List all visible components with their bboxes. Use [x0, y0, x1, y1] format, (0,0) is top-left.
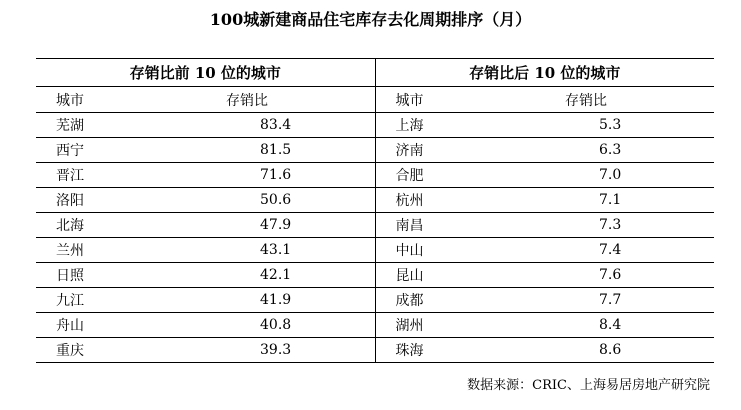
bottom-ratio-column-header: 存销比	[545, 87, 714, 113]
bottom-city-cell: 昆山	[375, 263, 545, 288]
bottom-ratio-cell: 7.3	[545, 213, 714, 238]
table-row	[36, 313, 714, 338]
table-row	[36, 263, 714, 288]
bottom-ratio-cell: 7.0	[545, 163, 714, 188]
bottom-city-cell: 珠海	[395, 343, 424, 359]
table-row	[36, 138, 714, 163]
table-row	[36, 238, 714, 263]
bottom-ratio-cell: 6.3	[545, 138, 714, 163]
top-ratio-cell: 42.1	[206, 263, 375, 288]
top-city-cell: 晋江	[36, 163, 206, 188]
bottom-city-cell: 上海	[375, 113, 545, 138]
top-city-column-header: 城市	[36, 87, 206, 113]
top-city-cell: 重庆	[56, 343, 84, 359]
bottom-ratio-cell: 7.6	[545, 263, 714, 288]
top-ratio-cell: 83.4	[206, 113, 375, 138]
table-body	[36, 113, 714, 363]
top-ratio-cell: 50.6	[206, 188, 375, 213]
top-ratio-cell: 43.1	[206, 238, 375, 263]
bottom-ratio-cell: 8.6	[599, 342, 622, 358]
table-row	[36, 338, 714, 363]
bottom-city-cell: 杭州	[375, 188, 545, 213]
bottom-city-cell: 中山	[375, 238, 545, 263]
top-ratio-cell: 39.3	[206, 338, 375, 363]
top-ratio-cell: 81.5	[206, 138, 375, 163]
bottom-city-cell: 合肥	[375, 163, 545, 188]
bottom-ratio-cell: 5.3	[545, 113, 714, 138]
top-city-cell: 舟山	[36, 313, 206, 338]
table-row	[36, 213, 714, 238]
bottom-city-cell: 成都	[375, 288, 545, 313]
page-title: 100城新建商品住宅库存去化周期排序（月）	[209, 10, 532, 29]
top-city-cell: 洛阳	[36, 188, 206, 213]
bottom-ratio-cell: 8.4	[545, 313, 714, 338]
column-header-row	[36, 87, 714, 113]
table-row	[36, 113, 714, 138]
top-ratio-cell: 47.9	[206, 213, 375, 238]
top-ratio-cell: 41.9	[206, 288, 375, 313]
bottom-city-cell: 济南	[375, 138, 545, 163]
top-ratio-column-header: 存销比	[206, 87, 375, 113]
top-city-cell: 西宁	[36, 138, 206, 163]
top-city-cell: 兰州	[36, 238, 206, 263]
top-city-cell: 九江	[36, 288, 206, 313]
table-row	[36, 188, 714, 213]
bottom-ratio-cell: 7.1	[545, 188, 714, 213]
bottom-ratio-cell: 7.4	[545, 238, 714, 263]
top-10-group-header: 存销比前 10 位的城市	[36, 59, 375, 87]
bottom-city-column-header: 城市	[375, 87, 545, 113]
top-ratio-cell: 71.6	[206, 163, 375, 188]
top-city-cell: 芜湖	[36, 113, 206, 138]
top-city-cell: 日照	[36, 263, 206, 288]
group-header-row	[36, 59, 714, 87]
top-ratio-cell: 40.8	[206, 313, 375, 338]
bottom-city-cell: 湖州	[375, 313, 545, 338]
bottom-ratio-cell: 7.7	[545, 288, 714, 313]
top-city-cell: 北海	[36, 213, 206, 238]
bottom-10-group-header: 存销比后 10 位的城市	[375, 59, 714, 87]
table-row	[36, 163, 714, 188]
source-note: 数据来源：CRIC、上海易居房地产研究院	[467, 378, 710, 393]
bottom-city-cell: 南昌	[375, 213, 545, 238]
table-row	[36, 288, 714, 313]
inventory-ranking-table	[36, 58, 714, 363]
